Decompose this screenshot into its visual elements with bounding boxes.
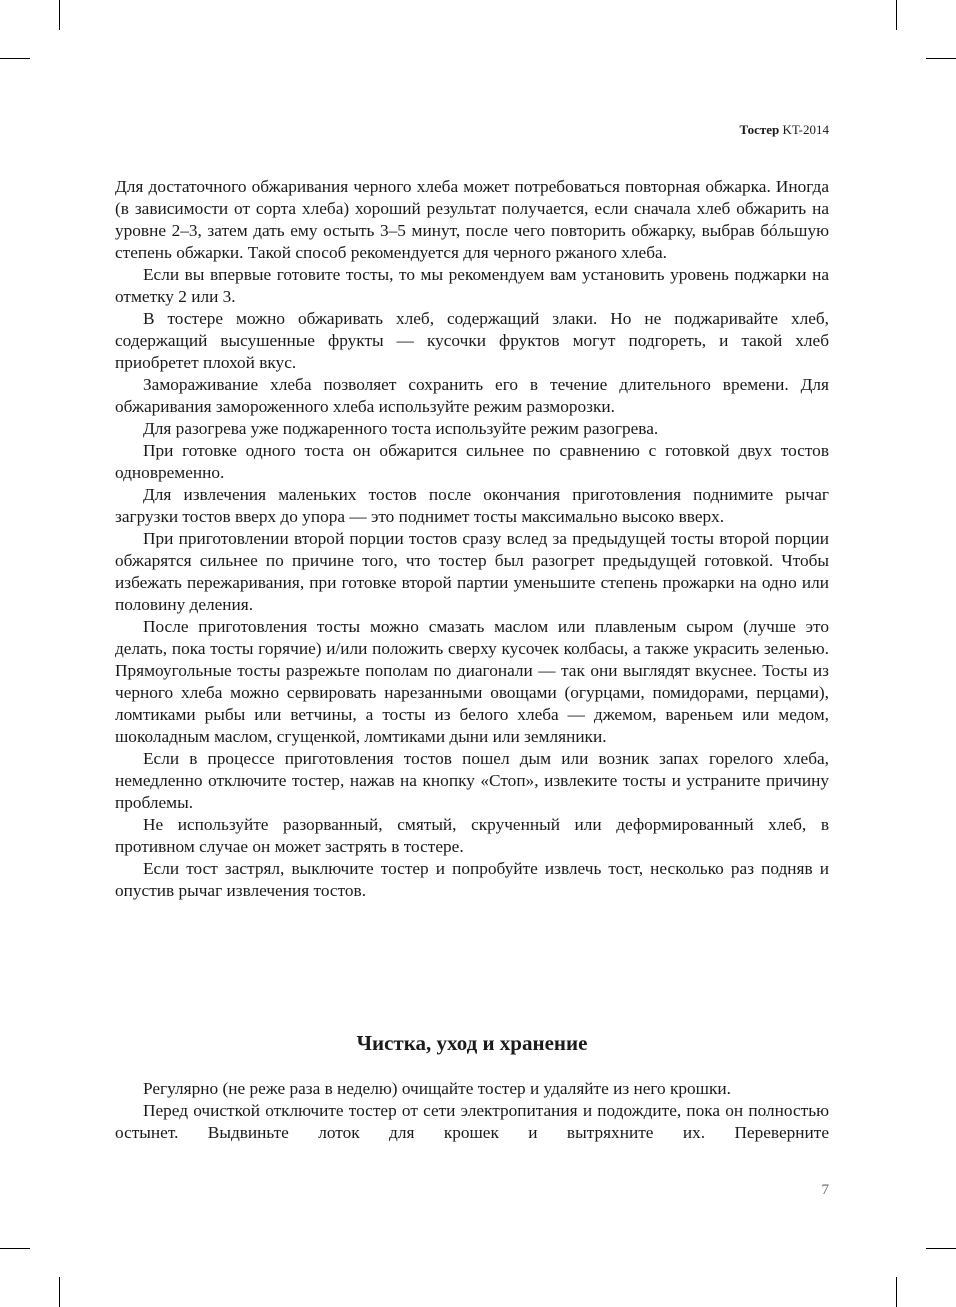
paragraph: При приготовлении второй порции тостов сразу вслед за предыдущей тосты второй порции обжарятся сильнее по причине того, что тостер был разогрет предыдущей готовкой. Чтобы избежать пережаривания, при готовке второй партии уменьшите степень прожарки на одно или половину деления. xyxy=(115,529,829,614)
paragraph: В тостере можно обжаривать хлеб, содержащий злаки. Но не поджаривайте хлеб, содержащий высушенные фрукты — кусочки фруктов могут подгореть, и такой хлеб приобретет плохой вкус. xyxy=(115,309,829,372)
crop-mark-top-right-vertical xyxy=(896,0,897,30)
paragraph: Не используйте разорванный, смятый, скрученный или деформированный хлеб, в противном случае он может застрять в тостере. xyxy=(115,815,829,856)
section-body-text xyxy=(115,1078,829,1144)
crop-mark-top-left-vertical xyxy=(59,0,60,30)
header-brand: Тостер xyxy=(739,122,780,137)
paragraph: Замораживание хлеба позволяет сохранить его в течение длительного времени. Для обжаривания замороженного хлеба используйте режим разморозки. xyxy=(115,375,829,416)
paragraph: Для достаточного обжаривания черного хлеба может потребоваться повторная обжарка. Иногда (в зависимости от сорта хлеба) хороший результат получается, если сначала хлеб обжарить на уровне 2–3, затем дать ему остыть 3–5 минут, после чего повторить обжарку, выбрав бóльшую степень обжарки. Такой способ рекомендуется для черного ржаного хлеба. xyxy=(115,177,829,262)
crop-mark-top-left-horizontal xyxy=(0,58,30,59)
crop-mark-top-right-horizontal xyxy=(926,58,956,59)
paragraph: После приготовления тосты можно смазать маслом или плавленым сыром (лучше это делать, пока тосты горячие) и/или положить сверху кусочек колбасы, а также украсить зеленью. Прямоугольные тосты разрежьте пополам по диагонали — так они выглядят вкуснее. Тосты из черного хлеба можно сервировать нарезанными овощами (огурцами, помидорами, перцами), ломтиками рыбы или ветчины, а тосты из белого хлеба — джемом, вареньем или медом, шоколадным маслом, сгущенкой, ломтиками дыни или земляники. xyxy=(115,617,829,746)
paragraph: Регулярно (не реже раза в неделю) очищайте тостер и удаляйте из него крошки. xyxy=(143,1079,731,1098)
paragraph: Если тост застрял, выключите тостер и попробуйте извлечь тост, несколько раз подняв и опустив рычаг извлечения тостов. xyxy=(115,859,829,900)
crop-mark-bottom-right-horizontal xyxy=(926,1248,956,1249)
paragraph: При готовке одного тоста он обжарится сильнее по сравнению с готовкой двух тостов одновременно. xyxy=(115,441,829,482)
crop-mark-bottom-left-horizontal xyxy=(0,1248,30,1249)
crop-mark-bottom-right-vertical xyxy=(896,1277,897,1307)
paragraph: Перед очисткой отключите тостер от сети электропитания и подождите, пока он полностью остынет. Выдвиньте лоток для крошек и вытряхните их. Переверните xyxy=(115,1101,829,1142)
paragraph: Если вы впервые готовите тосты, то мы рекомендуем вам установить уровень поджарки на отметку 2 или 3. xyxy=(115,265,829,306)
paragraph: Если в процессе приготовления тостов пошел дым или возник запах горелого хлеба, немедленно отключите тостер, нажав на кнопку «Стоп», извлеките тосты и устраните причину проблемы. xyxy=(115,749,829,812)
paragraph: Для разогрева уже поджаренного тоста используйте режим разогрева. xyxy=(143,419,659,438)
page-number: 7 xyxy=(821,1182,829,1198)
header-model: KT-2014 xyxy=(782,122,829,137)
section-title: Чистка, уход и хранение xyxy=(356,1031,588,1055)
body-text xyxy=(115,176,829,902)
crop-mark-bottom-left-vertical xyxy=(59,1277,60,1307)
paragraph: Для извлечения маленьких тостов после окончания приготовления поднимите рычаг загрузки тостов вверх до упора — это поднимет тосты максимально высоко вверх. xyxy=(115,485,829,526)
running-header xyxy=(740,122,829,138)
